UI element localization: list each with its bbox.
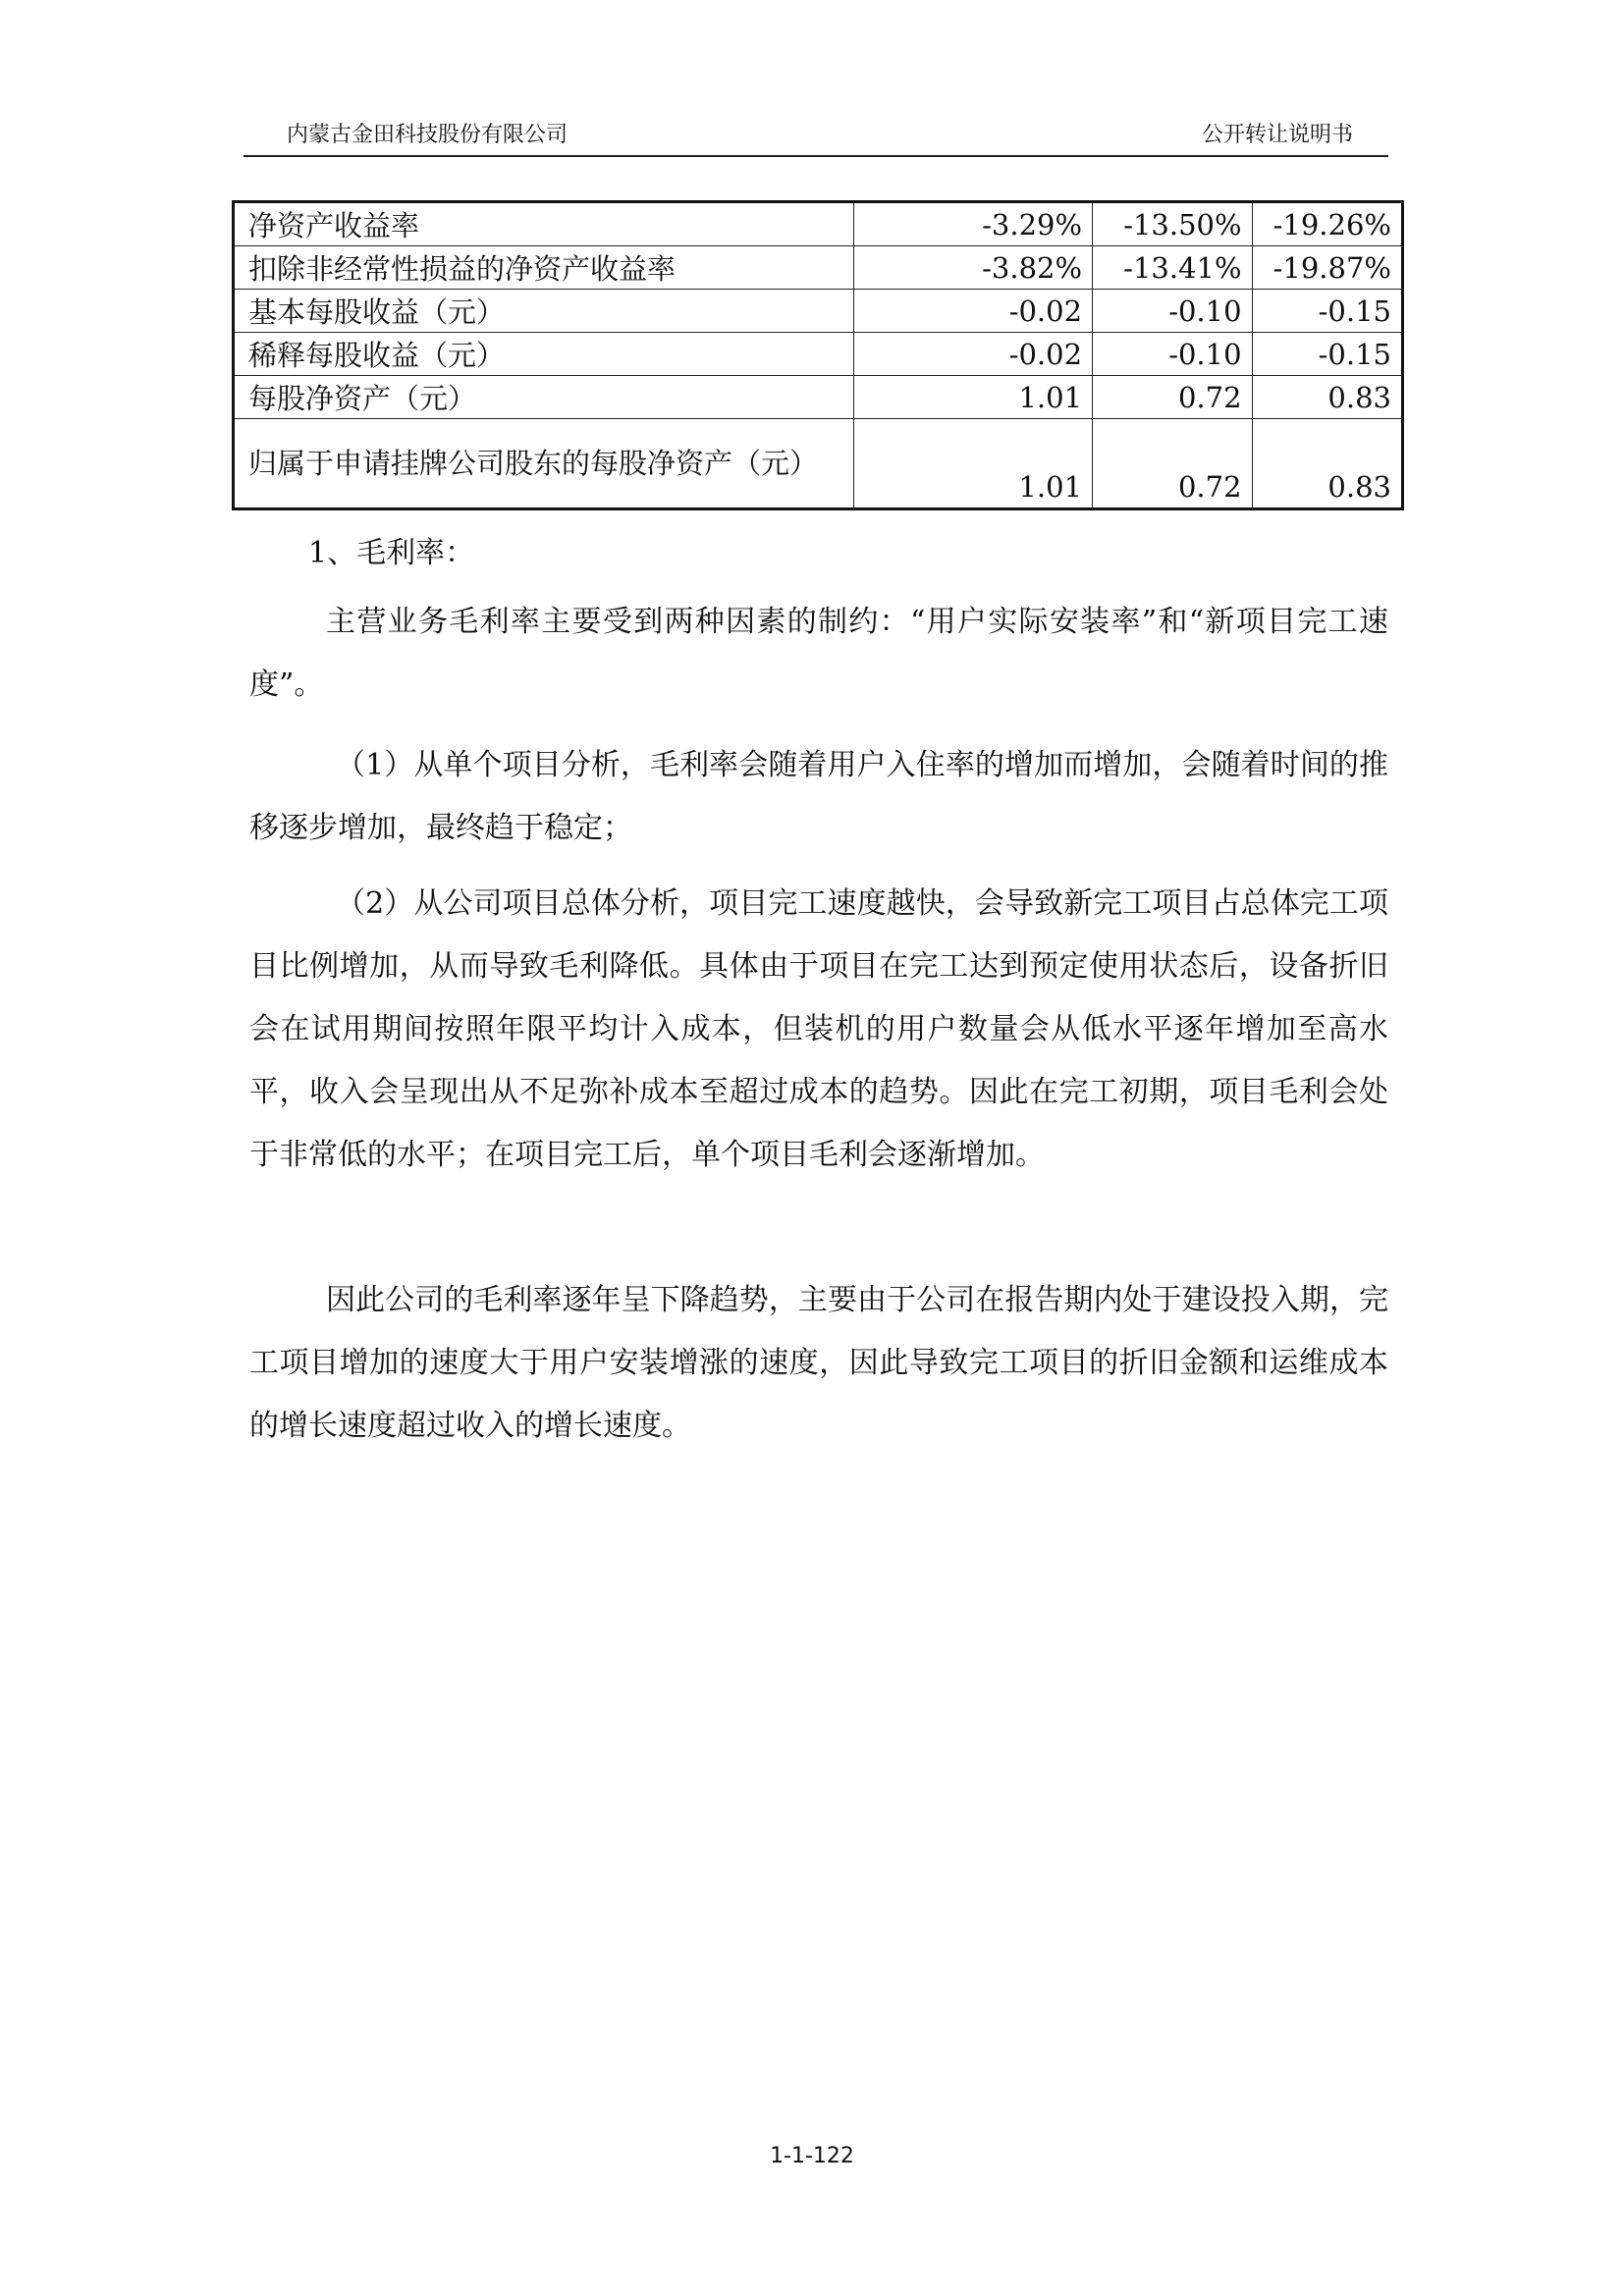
table-row bbox=[234, 246, 1403, 290]
row-label: 扣除非经常性损益的净资产收益率 bbox=[234, 246, 854, 290]
paragraph: 因此公司的毛利率逐年呈下降趋势，主要由于公司在报告期内处于建设投入期，完工项目增加的速度大于用户安装增涨的速度，因此导致完工项目的折旧金额和运维成本的增长速度超过收入的增长速度。 bbox=[249, 1283, 1388, 1443]
table-row bbox=[234, 376, 1403, 419]
table-row bbox=[234, 333, 1403, 376]
row-label: 每股净资产（元） bbox=[234, 376, 854, 419]
row-label: 稀释每股收益（元） bbox=[234, 333, 854, 376]
cell-value: -13.50% bbox=[1093, 202, 1253, 246]
cell-value: 1.01 bbox=[853, 376, 1092, 419]
cell-value: 0.83 bbox=[1252, 419, 1402, 509]
cell-value: -3.82% bbox=[853, 246, 1092, 290]
cell-value: 0.72 bbox=[1093, 376, 1253, 419]
table-row bbox=[234, 290, 1403, 333]
paragraph: （2）从公司项目总体分析，项目完工速度越快，会导致新完工项目占总体完工项目比例增加，从而导致毛利降低。具体由于项目在完工达到预定使用状态后，设备折旧会在试用期间按照年限平均计入成本，但装机的用户数量会从低水平逐年增加至高水平，收入会呈现出从不足弥补成本至超过成本的趋势。因此在完工初期，项目毛利会处于非常低的水平；在项目完工后，单个项目毛利会逐渐增加。 bbox=[249, 886, 1388, 1172]
row-label: 净资产收益率 bbox=[234, 202, 854, 246]
cell-value: -0.15 bbox=[1252, 290, 1402, 333]
document-type: 公开转让说明书 bbox=[1201, 123, 1353, 147]
cell-value: 0.72 bbox=[1093, 419, 1253, 509]
cell-value: 1.01 bbox=[853, 419, 1092, 509]
cell-value: -0.15 bbox=[1252, 333, 1402, 376]
cell-value: -19.87% bbox=[1252, 246, 1402, 290]
cell-value: -13.41% bbox=[1093, 246, 1253, 290]
financial-indicators-table bbox=[232, 200, 1404, 510]
cell-value: -19.26% bbox=[1252, 202, 1402, 246]
cell-value: -0.02 bbox=[853, 290, 1092, 333]
cell-value: -3.29% bbox=[853, 202, 1092, 246]
table-row bbox=[234, 202, 1403, 246]
company-name: 内蒙古金田科技股份有限公司 bbox=[287, 123, 568, 147]
row-label: 基本每股收益（元） bbox=[234, 290, 854, 333]
table-row bbox=[234, 419, 1403, 509]
page-number: 1-1-122 bbox=[770, 2144, 854, 2168]
section-title: 1、毛利率： bbox=[308, 536, 475, 570]
paragraph: 主营业务毛利率主要受到两种因素的制约：“用户实际安装率”和“新项目完工速度”。 bbox=[249, 605, 1388, 702]
cell-value: -0.10 bbox=[1093, 290, 1253, 333]
cell-value: -0.10 bbox=[1093, 333, 1253, 376]
cell-value: -0.02 bbox=[853, 333, 1092, 376]
page-header bbox=[244, 114, 1388, 157]
paragraph: （1）从单个项目分析，毛利率会随着用户入住率的增加而增加，会随着时间的推移逐步增加，最终趋于稳定； bbox=[249, 748, 1388, 845]
cell-value: 0.83 bbox=[1252, 376, 1402, 419]
row-label: 归属于申请挂牌公司股东的每股净资产（元） bbox=[234, 419, 854, 509]
